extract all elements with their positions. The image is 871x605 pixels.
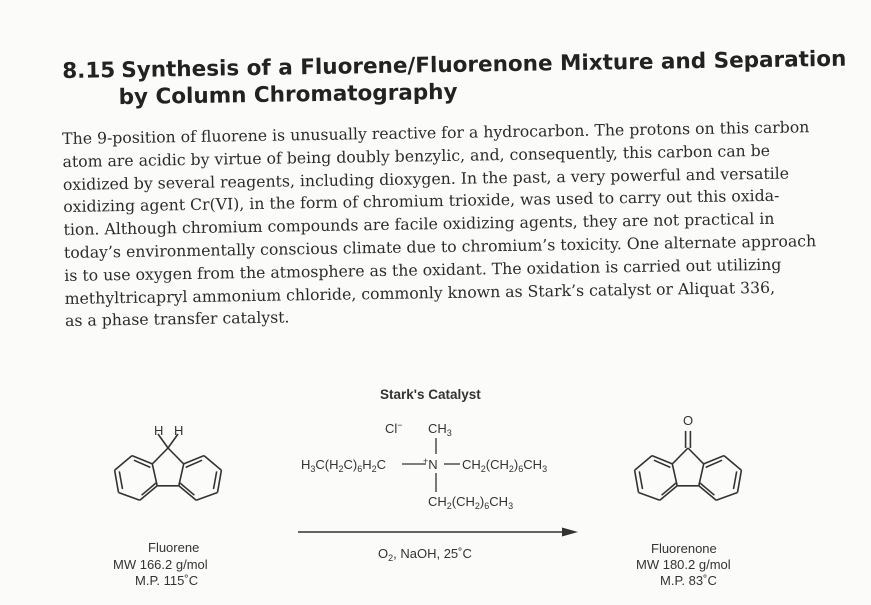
body-line: tion. Although chromium compounds are facile oxidizing agents, they are not practical in — [63, 209, 775, 240]
section-title-line1: Synthesis of a Fluorene/Fluorenone Mixture and Separation — [121, 46, 847, 84]
body-line: today’s environmentally conscious climate due to chromium’s toxicity. One alternate approach — [63, 231, 817, 262]
fluorene-h-left: H — [154, 423, 164, 438]
catalyst-left-chain: $H_3C(H_2C)_6H_2C$ — [301, 457, 387, 474]
section-title-line2: by Column Chromatography — [118, 79, 458, 111]
catalyst-nitrogen: +N — [423, 456, 438, 472]
body-line: methyltricapryl ammonium chloride, commonly known as Stark’s catalyst or Aliquat 336, — [64, 277, 776, 308]
fluorene-name: Fluorene — [148, 540, 200, 555]
body-line: oxidized by several reagents, including dioxygen. In the past, a very powerful and versatile — [62, 163, 790, 194]
catalyst-right-chain: $CH_2(CH_2)_6CH_3$ — [462, 457, 548, 474]
fluorene-h-right: H — [174, 423, 184, 438]
body-line: atom are acidic by virtue of being doubly benzylic, and, consequently, this carbon can be — [62, 140, 771, 171]
section-number: 8.15 — [62, 58, 116, 84]
methyl-group: $CH_3$ — [428, 421, 452, 438]
fluorenone-mw: MW 180.2 g/mol — [636, 557, 731, 572]
chloride-ion: Cl− — [385, 420, 403, 436]
body-line: The 9-position of fluorene is unusually reactive for a hydrocarbon. The protons on this carbon — [62, 117, 810, 148]
fluorene-mw: MW 166.2 g/mol — [113, 557, 208, 572]
fluorene-structure-icon — [108, 418, 228, 523]
fluorenone-mp: M.P. 83˚C — [660, 573, 717, 588]
fluorenone-name: Fluorenone — [651, 541, 717, 556]
fluorenone-oxygen: O — [683, 413, 694, 428]
body-line: is to use oxygen from the atmosphere as the oxidant. The oxidation is carried out utilizing — [64, 254, 782, 285]
reaction-conditions: $O_2$, NaOH, 25˚C — [378, 546, 472, 563]
fluorene-mp: M.P. 115˚C — [135, 573, 199, 588]
catalyst-title: Stark's Catalyst — [380, 387, 481, 402]
fluorenone-structure-icon — [628, 418, 748, 523]
catalyst-bottom-chain: $CH_2(CH_2)_6CH_3$ — [428, 494, 514, 511]
body-line: as a phase transfer catalyst. — [64, 307, 290, 331]
body-line: oxidizing agent Cr(VI), in the form of chromium trioxide, was used to carry out this oxida- — [63, 186, 780, 217]
reaction-arrow-icon — [296, 524, 580, 540]
